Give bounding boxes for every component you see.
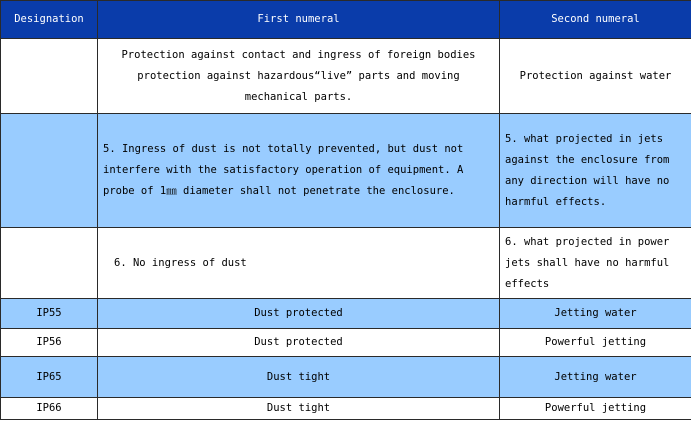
first-numeral-cell: Dust protected — [98, 329, 500, 357]
header-designation: Designation — [1, 1, 98, 39]
second-numeral-cell: Powerful jetting — [500, 398, 691, 420]
table-row — [1, 398, 691, 420]
designation-cell: IP55 — [1, 299, 98, 329]
second-numeral-cell: 6. what projected in power jets shall have no harmful effects — [500, 228, 691, 299]
table-row — [1, 299, 691, 329]
first-numeral-cell: 6. No ingress of dust — [98, 228, 500, 299]
first-numeral-cell: Dust tight — [98, 398, 500, 420]
second-numeral-cell: Protection against water — [500, 39, 691, 114]
table-row — [1, 357, 691, 398]
first-numeral-cell: Protection against contact and ingress of foreign bodies protection against hazardous“live” parts and moving mechanical parts. — [98, 39, 500, 114]
second-numeral-cell: Jetting water — [500, 357, 691, 398]
second-numeral-cell: 5. what projected in jets against the enclosure from any direction will have no harmful effects. — [500, 114, 691, 228]
designation-cell: IP66 — [1, 398, 98, 420]
table-row — [1, 39, 691, 114]
header-row — [1, 1, 691, 39]
designation-cell: IP65 — [1, 357, 98, 398]
designation-cell: IP56 — [1, 329, 98, 357]
first-numeral-cell: Dust protected — [98, 299, 500, 329]
designation-cell — [1, 39, 98, 114]
header-first-numeral: First numeral — [98, 1, 500, 39]
table-row — [1, 114, 691, 228]
second-numeral-cell: Powerful jetting — [500, 329, 691, 357]
table-row — [1, 228, 691, 299]
second-numeral-cell: Jetting water — [500, 299, 691, 329]
first-numeral-cell: 5. Ingress of dust is not totally prevented, but dust not interfere with the satisfactory operation of equipment. A probe of 1㎜ diameter shall not penetrate the enclosure. — [98, 114, 500, 228]
designation-cell — [1, 114, 98, 228]
first-numeral-cell: Dust tight — [98, 357, 500, 398]
designation-cell — [1, 228, 98, 299]
header-second-numeral: Second numeral — [500, 1, 691, 39]
table-row — [1, 329, 691, 357]
